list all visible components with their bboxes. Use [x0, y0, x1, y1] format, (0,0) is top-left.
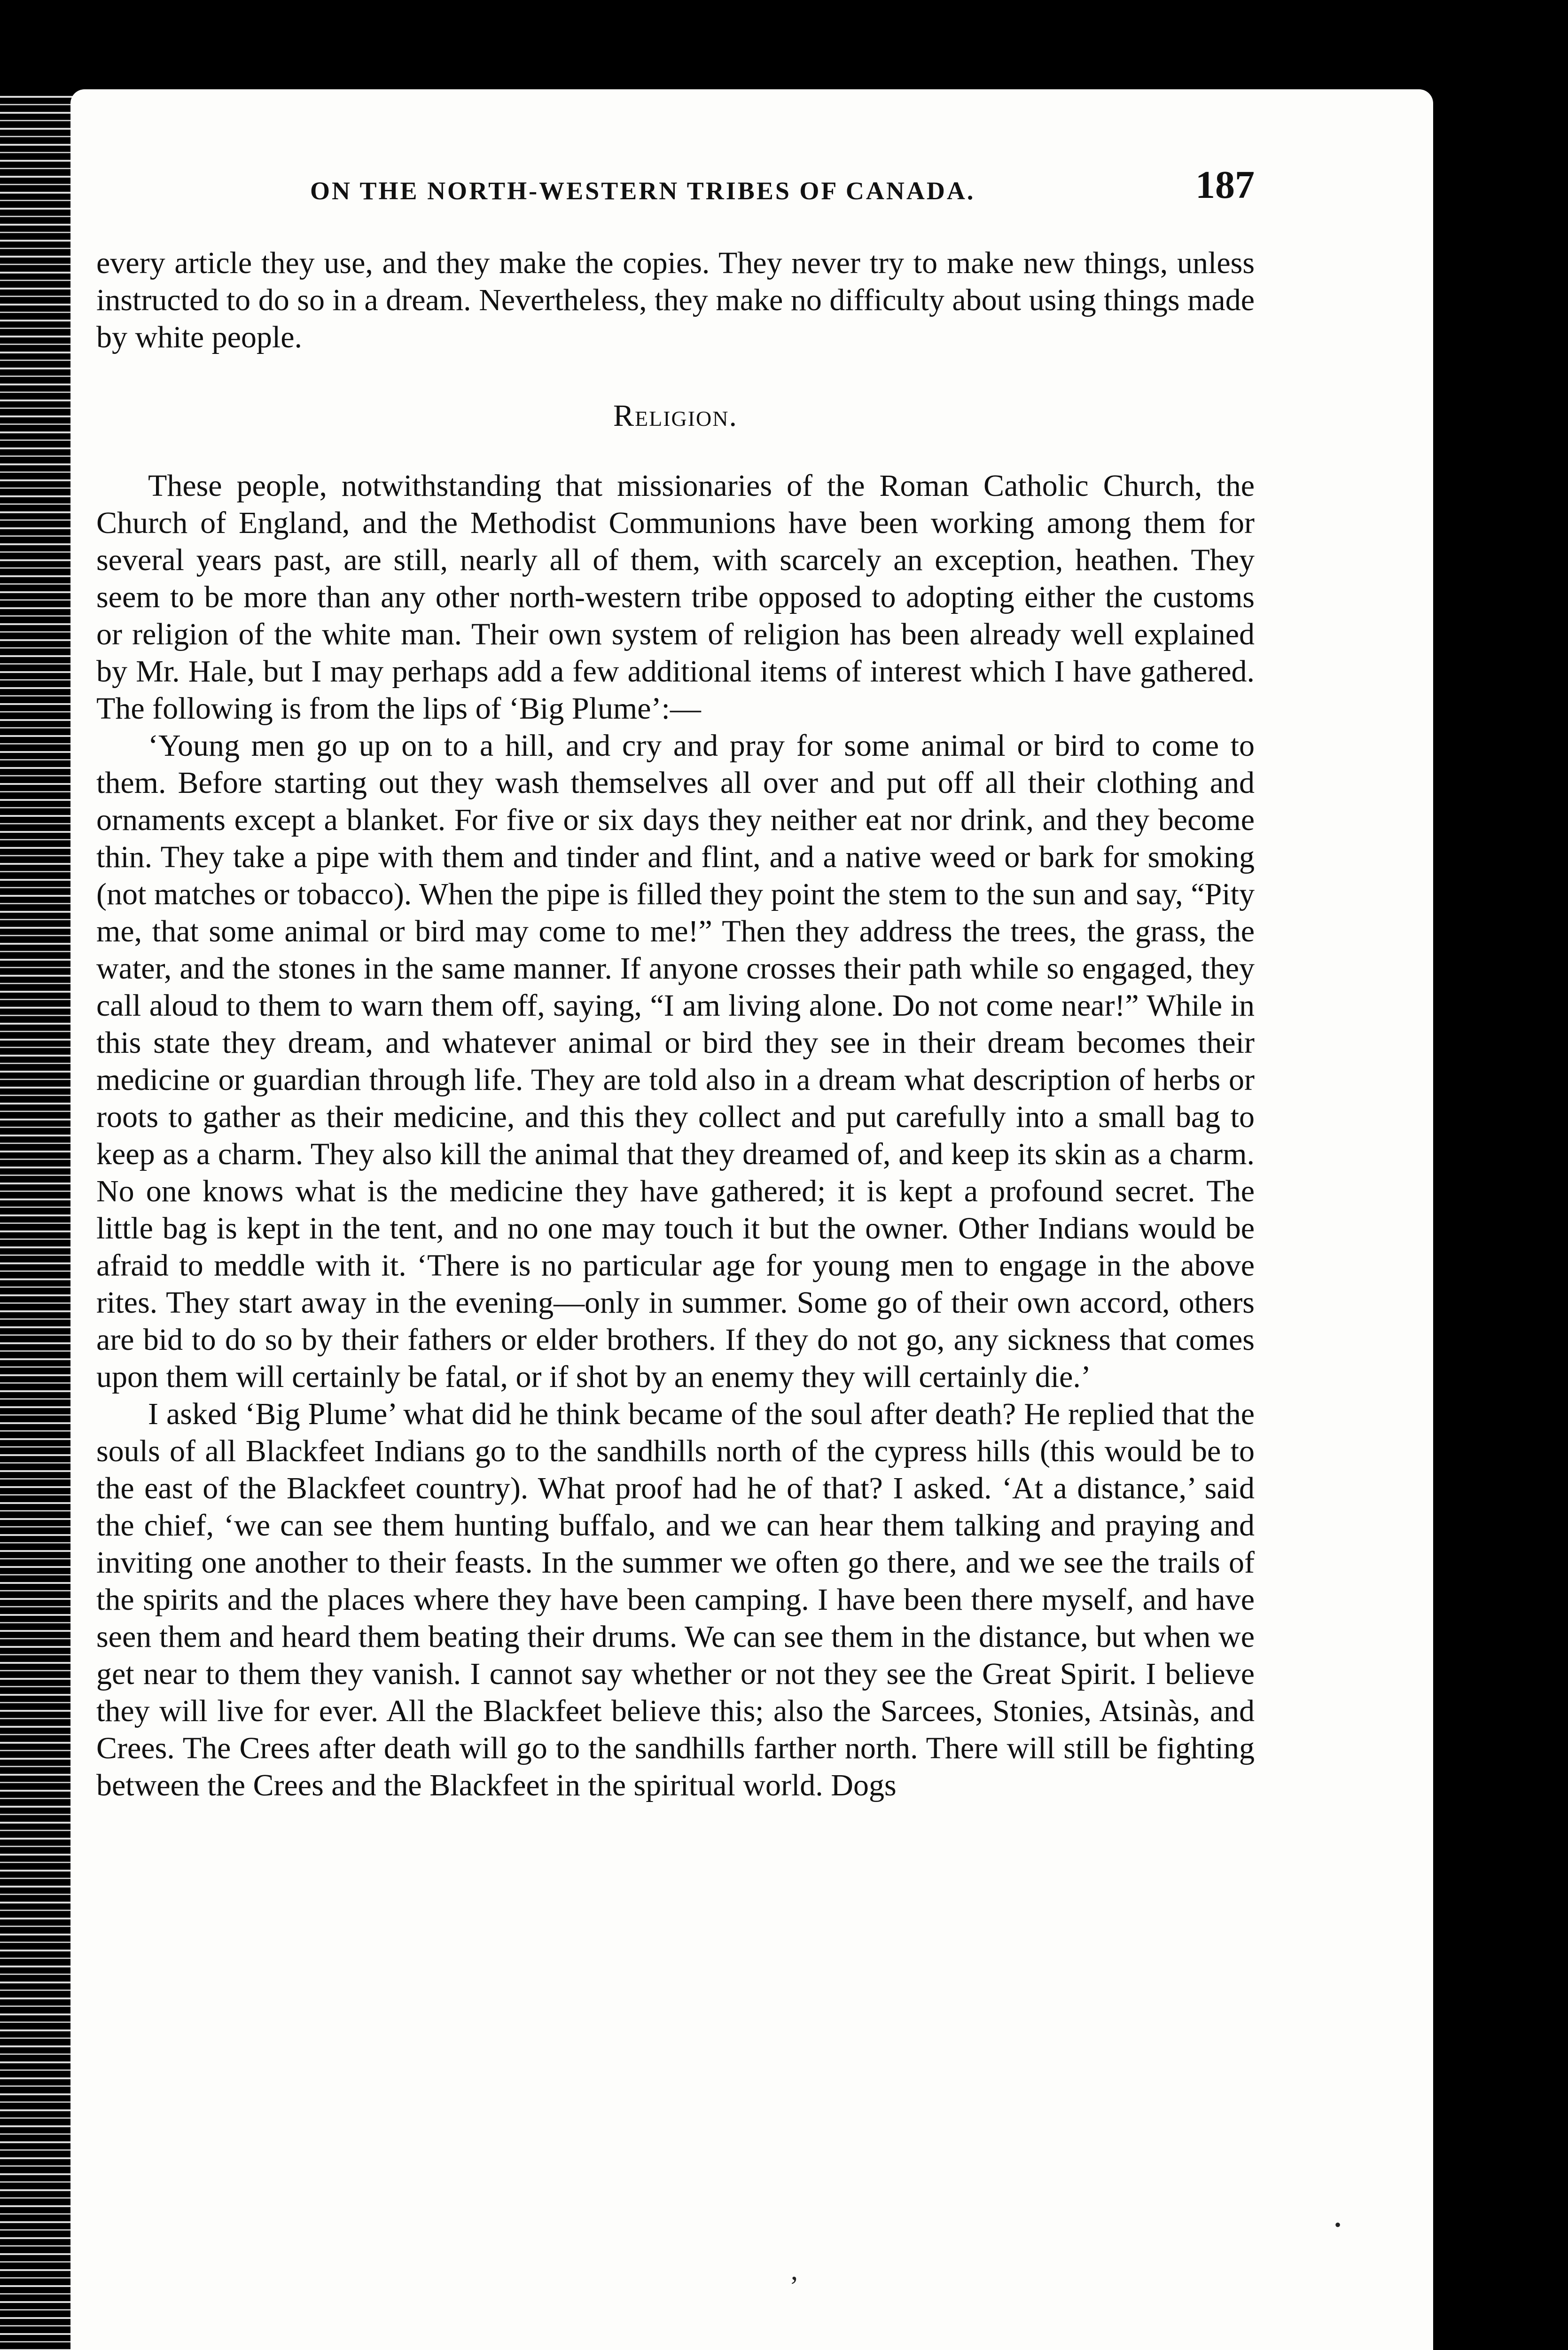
- page-number: 187: [1195, 163, 1255, 207]
- paragraph-3: ‘Young men go up on to a hill, and cry and pray for some animal or bird to come to them. Before starting out they wash themselves all over and put off all their clothing and ornaments except a blanket. For five or six days they neither eat nor drink, and they become thin. They take a pipe with them and tinder and flint, and a native weed or bark for smoking (not matches or tobacco). When the pipe is filled they point the stem to the sun and say, “Pity me, that some animal or bird may come to me!” Then they address the trees, the grass, the water, and the stones in the same manner. If anyone crosses their path while so engaged, they call aloud to them to warn them off, saying, “I am living alone. Do not come near!” While in this state they dream, and whatever animal or bird they see in their dream becomes their medicine or guardian through life. They are told also in a dream what description of herbs or roots to gather as their medicine, and this they collect and put carefully into a small bag to keep as a charm. They also kill the animal that they dreamed of, and keep its skin as a charm. No one knows what is the medicine they have gathered; it is kept a profound secret. The little bag is kept in the tent, and no one may touch it but the owner. Other Indians would be afraid to meddle with it. ‘There is no particular age for young men to engage in the above rites. They start away in the evening—only in summer. Some go of their own accord, others are bid to do so by their fathers or elder brothers. If they do not go, any sickness that comes upon them will certainly be fatal, or if shot by an enemy they will certainly die.’: [96, 728, 1255, 1394]
- running-header: [96, 162, 1255, 214]
- print-speck: ’: [789, 2271, 799, 2302]
- paragraph-4: I asked ‘Big Plume’ what did he think became of the soul after death? He replied that the souls of all Blackfeet Indians go to the sandhills north of the cypress hills (this would be to the east of the Blackfeet country). What proof had he of that? I asked. ‘At a distance,’ said the chief, ‘we can see them hunting buffalo, and we can hear them talking and praying and inviting one another to their feasts. In the summer we often go there, and we see the trails of the spirits and the places where they have been camping. I have been there myself, and have seen them and heard them beating their drums. We can see them in the distance, but when we get near to them they vanish. I cannot say whether or not they see the Great Spirit. I believe they will live for ever. All the Blackfeet believe this; also the Sarcees, Stonies, Atsinàs, and Crees. The Crees after death will go to the sandhills farther north. There will still be fighting between the Crees and the Blackfeet in the spiritual world. Dogs: [96, 1397, 1255, 1802]
- paragraph-1: every article they use, and they make the copies. They never try to make new things, unless instructed to do so in a dream. Nevertheless, they make no difficulty about using things made by white people.: [96, 246, 1255, 354]
- section-heading-text: Religion.: [613, 399, 738, 433]
- paragraph-2: These people, notwithstanding that missionaries of the Roman Catholic Church, the Church of England, and the Methodist Communions have been working among them for several years past, are still, nearly all of them, with scarcely an exception, heathen. They seem to be more than any other north-western tribe opposed to adopting either the customs or religion of the white man. Their own system of religion has been already well explained by Mr. Hale, but I may perhaps add a few additional items of interest which I have gathered. The following is from the lips of ‘Big Plume’:—: [96, 469, 1255, 726]
- print-dot: •: [1334, 2214, 1342, 2235]
- running-title: ON THE NORTH-WESTERN TRIBES OF CANADA.: [310, 177, 975, 205]
- section-heading: [96, 397, 1255, 434]
- page-body: [96, 244, 1255, 1804]
